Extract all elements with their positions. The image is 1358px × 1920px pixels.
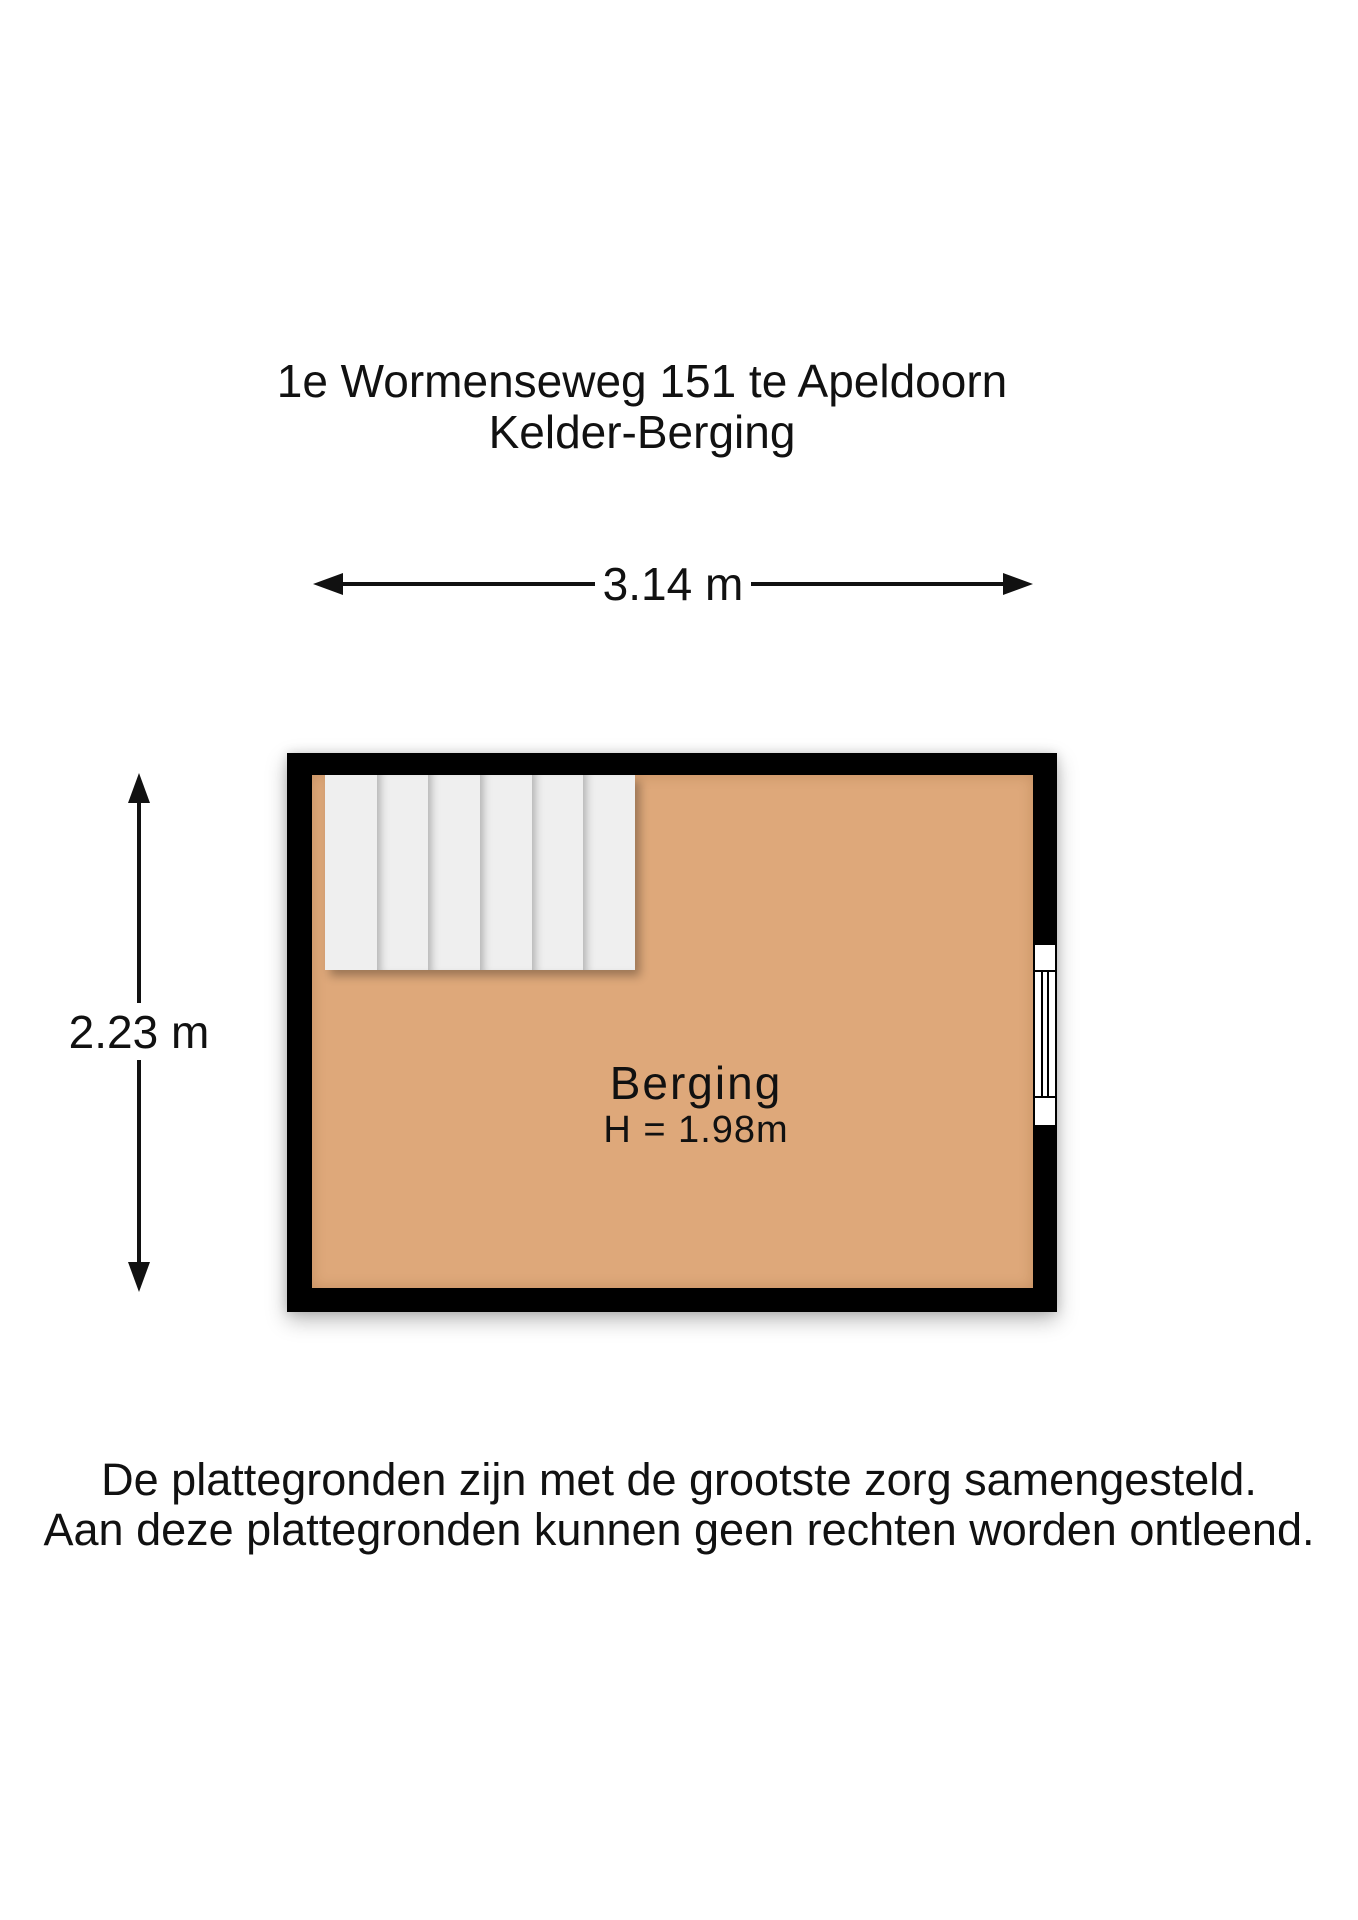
width-dimension-label: 3.14 m (602, 558, 744, 610)
stair-tread (428, 775, 480, 970)
stairs (325, 775, 635, 970)
disclaimer-line: De plattegronden zijn met de grootste zorg samengesteld. (101, 1454, 1257, 1505)
height-dimension (68, 773, 210, 1292)
window-frame-bar (1035, 970, 1055, 972)
arrow-right-icon (1003, 573, 1033, 595)
dimension-line (137, 1060, 141, 1262)
width-dimension (313, 558, 1033, 610)
room-label (603, 1058, 788, 1152)
page-title (277, 356, 1008, 458)
window-glass-line (1041, 972, 1043, 1096)
stair-tread (325, 775, 377, 970)
room-ceiling-height: H = 1.98m (603, 1109, 789, 1151)
arrow-up-icon (128, 773, 150, 803)
stair-tread (532, 775, 584, 970)
window-glass-line (1047, 972, 1049, 1096)
stair-tread (583, 775, 635, 970)
dimension-line (751, 582, 1007, 586)
dimension-line (137, 801, 141, 1003)
stair-tread (480, 775, 532, 970)
stair-tread (377, 775, 429, 970)
floor-plan-walls (287, 753, 1057, 1312)
disclaimer (44, 1455, 1315, 1555)
arrow-down-icon (128, 1262, 150, 1292)
dimension-line (339, 582, 595, 586)
disclaimer-line: Aan deze plattegronden kunnen geen rechten worden ontleend. (43, 1504, 1315, 1555)
room-name: Berging (609, 1057, 783, 1109)
height-dimension-label: 2.23 m (68, 1006, 210, 1058)
address-line: 1e Wormenseweg 151 te Apeldoorn (276, 355, 1008, 407)
window-symbol (1033, 943, 1057, 1127)
window-frame-bar (1035, 1096, 1055, 1098)
floor-name-line: Kelder-Berging (488, 406, 796, 458)
